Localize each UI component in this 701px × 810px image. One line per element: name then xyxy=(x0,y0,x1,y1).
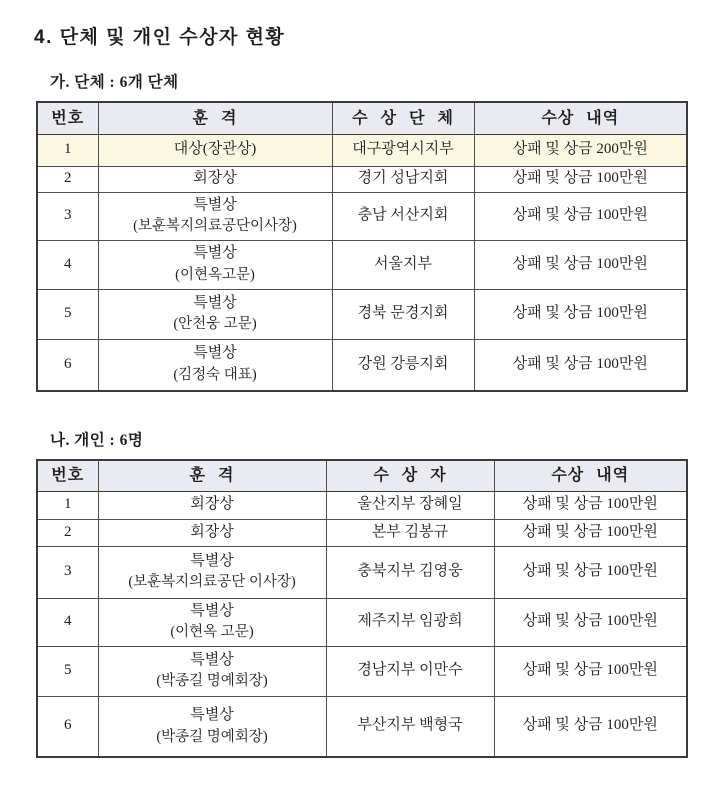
section-label-individual: 나. 개인 : 6명 xyxy=(50,432,144,449)
award-title: 특별상 xyxy=(193,245,237,262)
section-label-group: 가. 단체 : 6개 단체 xyxy=(50,74,179,91)
document-page xyxy=(0,22,701,758)
col-header-recipient: 수 상 자 xyxy=(326,460,494,491)
cell-no: 1 xyxy=(37,491,98,519)
table-row xyxy=(37,546,687,598)
col-header-prize: 수상 내역 xyxy=(494,460,687,491)
cell-prize: 상패 및 상금 100만원 xyxy=(494,519,687,546)
col-header-no: 번호 xyxy=(37,102,98,134)
cell-no: 4 xyxy=(37,598,98,646)
award-note: (박종길 명예회장) xyxy=(156,673,268,690)
award-title: 회장상 xyxy=(193,170,237,187)
cell-no: 5 xyxy=(37,289,98,339)
table-row xyxy=(37,192,687,240)
table-row xyxy=(37,598,687,646)
award-title: 특별상 xyxy=(193,345,237,362)
table-header-row xyxy=(37,460,687,491)
award-note: (박종길 명예회장) xyxy=(156,728,268,745)
table-row xyxy=(37,491,687,519)
table-row xyxy=(37,240,687,289)
cell-no: 4 xyxy=(37,240,98,289)
award-title: 특별상 xyxy=(193,294,237,311)
cell-prize: 상패 및 상금 100만원 xyxy=(474,166,687,192)
cell-prize: 상패 및 상금 100만원 xyxy=(474,192,687,240)
cell-recipient: 경남지부 이만수 xyxy=(326,646,494,696)
cell-prize: 상패 및 상금 200만원 xyxy=(474,134,687,166)
cell-prize: 상패 및 상금 100만원 xyxy=(494,598,687,646)
cell-award xyxy=(98,546,326,598)
table-row xyxy=(37,166,687,192)
award-title: 회장상 xyxy=(190,523,234,540)
cell-prize: 상패 및 상금 100만원 xyxy=(494,491,687,519)
col-header-award: 훈 격 xyxy=(98,460,326,491)
cell-prize: 상패 및 상금 100만원 xyxy=(474,240,687,289)
cell-recipient: 경북 문경지회 xyxy=(332,289,474,339)
table-row xyxy=(37,339,687,391)
cell-award xyxy=(98,192,332,240)
cell-award xyxy=(98,696,326,757)
award-title: 회장상 xyxy=(190,496,234,513)
group-awards-table xyxy=(36,101,688,392)
cell-no: 3 xyxy=(37,192,98,240)
cell-award xyxy=(98,646,326,696)
cell-recipient: 서울지부 xyxy=(332,240,474,289)
cell-recipient: 경기 성남지회 xyxy=(332,166,474,192)
cell-prize: 상패 및 상금 100만원 xyxy=(494,696,687,757)
cell-prize: 상패 및 상금 100만원 xyxy=(494,546,687,598)
award-note: (이현옥고문) xyxy=(175,266,255,283)
col-header-recipient: 수 상 단 체 xyxy=(332,102,474,134)
table-row xyxy=(37,646,687,696)
cell-recipient: 충북지부 김영웅 xyxy=(326,546,494,598)
cell-no: 2 xyxy=(37,166,98,192)
award-title: 특별상 xyxy=(193,196,237,213)
cell-no: 2 xyxy=(37,519,98,546)
cell-recipient: 충남 서산지회 xyxy=(332,192,474,240)
award-note: (보훈복지의료공단 이사장) xyxy=(128,574,296,591)
cell-no: 1 xyxy=(37,134,98,166)
cell-award xyxy=(98,339,332,391)
award-note: (김정숙 대표) xyxy=(173,367,257,384)
cell-award xyxy=(98,166,332,192)
individual-awards-table xyxy=(36,459,688,758)
cell-prize: 상패 및 상금 100만원 xyxy=(494,646,687,696)
table-header-row xyxy=(37,102,687,134)
table-row xyxy=(37,289,687,339)
cell-recipient: 본부 김봉규 xyxy=(326,519,494,546)
cell-recipient: 대구광역시지부 xyxy=(332,134,474,166)
cell-recipient: 강원 강릉지회 xyxy=(332,339,474,391)
page-title: 4. 단체 및 개인 수상자 현황 xyxy=(34,27,286,48)
award-title: 특별상 xyxy=(190,602,234,619)
cell-award xyxy=(98,519,326,546)
cell-recipient: 제주지부 임광희 xyxy=(326,598,494,646)
cell-no: 5 xyxy=(37,646,98,696)
cell-prize: 상패 및 상금 100만원 xyxy=(474,289,687,339)
cell-recipient: 부산지부 백형국 xyxy=(326,696,494,757)
table-row xyxy=(37,519,687,546)
award-note: (이현옥 고문) xyxy=(170,624,254,641)
cell-no: 6 xyxy=(37,339,98,391)
table-row xyxy=(37,134,687,166)
cell-recipient: 울산지부 장혜일 xyxy=(326,491,494,519)
award-note: (보훈복지의료공단이사장) xyxy=(133,218,297,235)
cell-no: 3 xyxy=(37,546,98,598)
award-title: 대상(장관상) xyxy=(173,141,257,158)
cell-award xyxy=(98,240,332,289)
cell-award xyxy=(98,598,326,646)
cell-prize: 상패 및 상금 100만원 xyxy=(474,339,687,391)
col-header-prize: 수상 내역 xyxy=(474,102,687,134)
cell-no: 6 xyxy=(37,696,98,757)
award-note: (안천웅 고문) xyxy=(173,316,257,333)
cell-award xyxy=(98,289,332,339)
cell-award xyxy=(98,491,326,519)
award-title: 특별상 xyxy=(190,552,234,569)
table-row xyxy=(37,696,687,757)
cell-award xyxy=(98,134,332,166)
award-title: 특별상 xyxy=(190,706,234,723)
award-title: 특별상 xyxy=(190,651,234,668)
col-header-no: 번호 xyxy=(37,460,98,491)
col-header-award: 훈 격 xyxy=(98,102,332,134)
